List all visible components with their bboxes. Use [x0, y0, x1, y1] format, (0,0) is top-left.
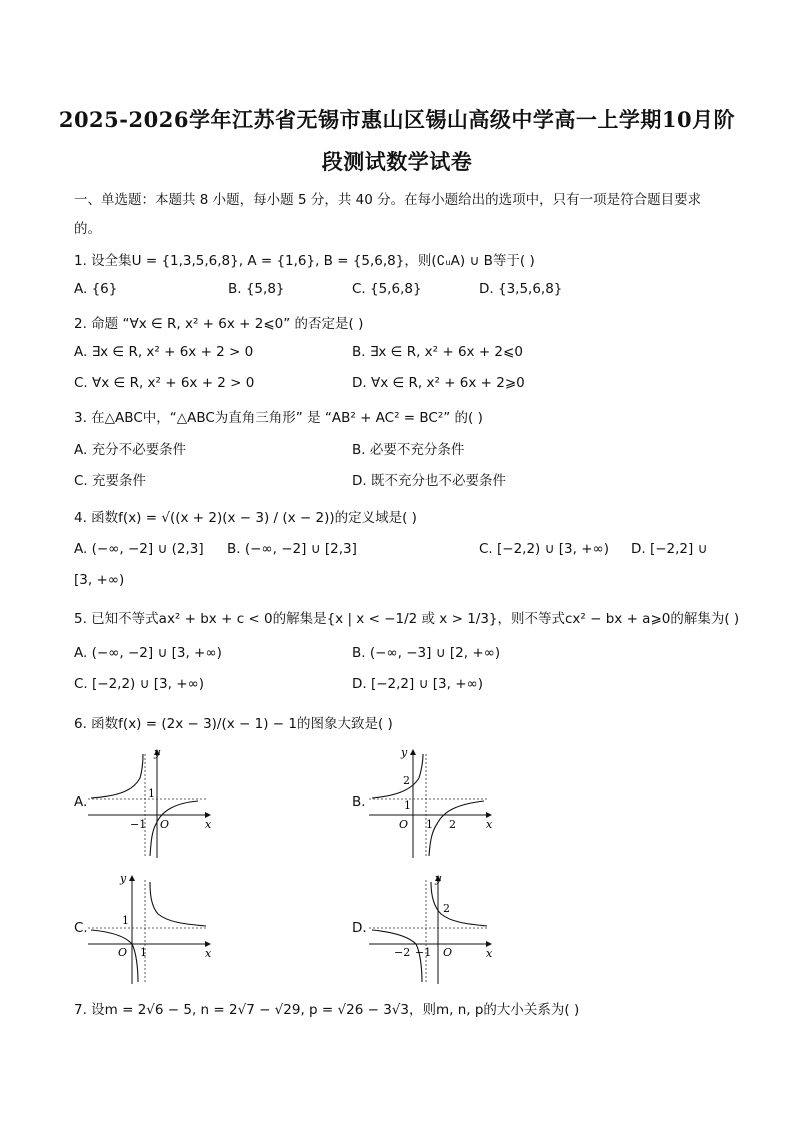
q4-option-a: A. (−∞, −2] ∪ (2,3] — [74, 541, 204, 557]
q3-option-d: D. 既不充分也不必要条件 — [352, 473, 506, 489]
q6-graph-a — [88, 746, 223, 860]
q2-option-c: C. ∀x ∈ R, x² + 6x + 2 > 0 — [74, 375, 255, 391]
q6-graph-b — [369, 746, 504, 860]
q6a-origin: O — [160, 818, 170, 831]
q6b-origin: O — [399, 818, 409, 831]
q6-option-d-label: D. — [352, 920, 367, 936]
q6-option-b-label: B. — [352, 794, 366, 810]
q4-option-b: B. (−∞, −2] ∪ [2,3] — [227, 541, 357, 557]
q6b-tick-2: 2 — [403, 774, 410, 787]
q5-option-b: B. (−∞, −3] ∪ [2, +∞) — [352, 645, 501, 661]
q6c-x-label: x — [205, 947, 212, 960]
q3-option-b: B. 必要不充分条件 — [352, 442, 465, 458]
q6b-x-label: x — [486, 818, 493, 831]
q5-option-a: A. (−∞, −2] ∪ [3, +∞) — [74, 645, 222, 661]
q1-option-a: A. {6} — [74, 281, 118, 297]
q6a-tick-neg1: −1 — [130, 818, 147, 831]
q6-option-a-label: A. — [74, 794, 88, 810]
question-2-stem: 2. 命题 “∀x ∈ R, x² + 6x + 2⩽0” 的否定是( ) — [74, 316, 364, 332]
q6-option-c-label: C. — [74, 920, 88, 936]
q4-option-d: D. [−2,2] ∪ — [631, 541, 708, 557]
q6d-tick-neg2: −2 — [394, 946, 411, 959]
q1-option-b: B. {5,8} — [228, 281, 285, 297]
q3-option-c: C. 充要条件 — [74, 473, 147, 489]
q6-graph-c — [88, 872, 223, 986]
q6d-x-label: x — [486, 947, 493, 960]
q1-option-d: D. {3,5,6,8} — [479, 281, 563, 297]
q6a-x-label: x — [205, 818, 212, 831]
q6d-origin: O — [443, 946, 453, 959]
q5-option-d: D. [−2,2] ∪ [3, +∞) — [352, 676, 484, 692]
exam-title-line2: 段测试数学试卷 — [321, 149, 473, 174]
q6b-tick-1y: 1 — [404, 799, 411, 812]
q6c-tick-1y: 1 — [122, 914, 129, 927]
question-1-stem: 1. 设全集U = {1,3,5,6,8}, A = {1,6}, B = {5,6,8}，则(∁ᵤA) ∪ B等于( ) — [74, 253, 535, 269]
q6d-tick-2: 2 — [443, 902, 450, 915]
q6c-tick-1x: 1 — [140, 946, 147, 959]
q2-option-b: B. ∃x ∈ R, x² + 6x + 2⩽0 — [352, 344, 523, 360]
q6c-origin: O — [118, 946, 128, 959]
q6b-y-label: y — [401, 746, 408, 759]
question-4-stem: 4. 函数f(x) = √((x + 2)(x − 3) / (x − 2))的定义域是( ) — [74, 510, 417, 526]
q1-option-c: C. {5,6,8} — [352, 281, 422, 297]
question-3-stem: 3. 在△ABC中，“△ABC为直角三角形” 是 “AB² + AC² = BC²” 的( ) — [74, 410, 483, 426]
section-header: 一、单选题：本题共 8 小题，每小题 5 分，共 40 分。在每小题给出的选项中，只有一项是符合题目要求 — [74, 192, 702, 208]
q6-graph-d — [369, 872, 504, 986]
q6a-y-label: y — [154, 746, 161, 759]
q3-option-a: A. 充分不必要条件 — [74, 442, 187, 458]
q6d-tick-neg1: −1 — [415, 946, 432, 959]
q4-option-d-cont: [3, +∞) — [74, 572, 125, 588]
q6a-tick-1: 1 — [148, 787, 155, 800]
exam-title-line1: 2025-2026学年江苏省无锡市惠山区锡山高级中学高一上学期10月阶 — [58, 107, 736, 132]
question-6-stem: 6. 函数f(x) = (2x − 3)/(x − 1) − 1的图象大致是( ) — [74, 716, 393, 732]
q6b-tick-2x: 2 — [449, 818, 456, 831]
q2-option-a: A. ∃x ∈ R, x² + 6x + 2 > 0 — [74, 344, 254, 360]
section-header-cont: 的。 — [74, 221, 101, 237]
question-5-stem: 5. 已知不等式ax² + bx + c < 0的解集是{x | x < −1/2 或 x > 1/3}，则不等式cx² − bx + a⩾0的解集为( ) — [74, 611, 740, 627]
q5-option-c: C. [−2,2) ∪ [3, +∞) — [74, 676, 205, 692]
q6b-tick-1x: 1 — [426, 818, 433, 831]
q6c-y-label: y — [120, 872, 127, 885]
q2-option-d: D. ∀x ∈ R, x² + 6x + 2⩾0 — [352, 375, 525, 391]
q4-option-c: C. [−2,2) ∪ [3, +∞) — [479, 541, 610, 557]
question-7-stem: 7. 设m = 2√6 − 5, n = 2√7 − √29, p = √26 − 3√3，则m, n, p的大小关系为( ) — [74, 1002, 580, 1018]
q6d-y-label: y — [435, 872, 442, 885]
